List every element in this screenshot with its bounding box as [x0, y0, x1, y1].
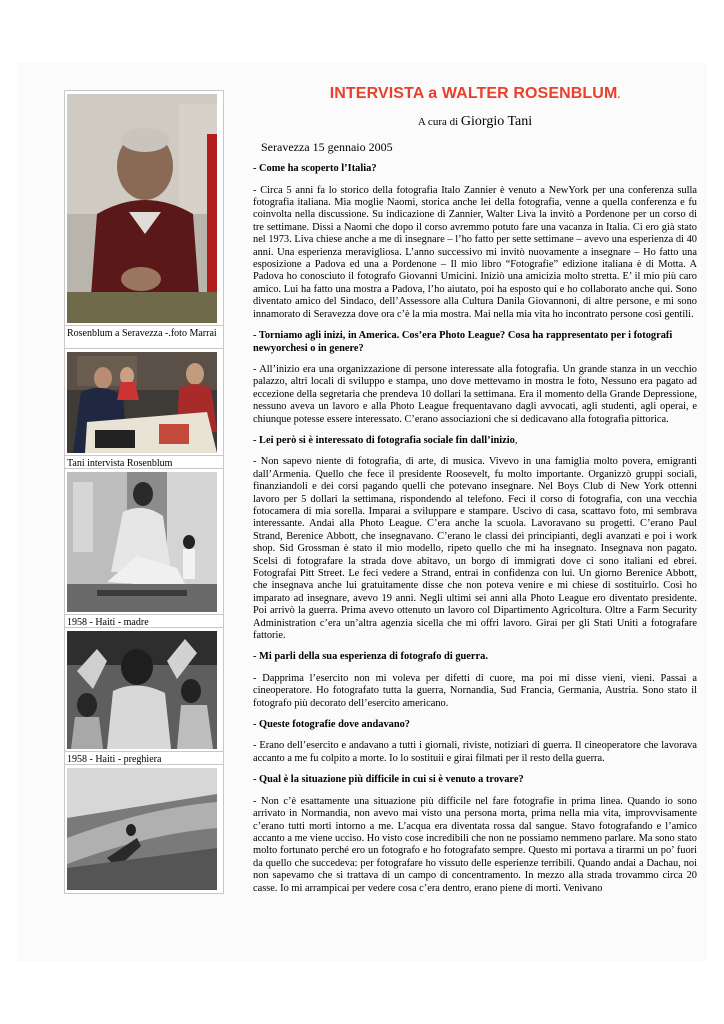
title-dot: .	[617, 90, 621, 101]
landscape-photo	[67, 768, 217, 890]
question-tail: ,	[514, 434, 518, 446]
haiti-prayer-photo	[67, 631, 217, 749]
question: - Qual è la situazione più difficile in cui si è venuto a trovare?	[253, 774, 524, 786]
article-title	[253, 85, 697, 102]
question: - Come ha scoperto l’Italia?	[253, 163, 377, 175]
answer: - All’inizio era una organizzazione di persone interessate alla fotografia. Un grande stanza in un vecchio palazzo, altri locali di sviluppo e stampa, uno dove mettevamo in mostra le foto, Nessuno era pagato ad eccezione della segretaria che prendeva 10 dollari la settimana. Era il momento della Grande Depressione, nessuno aveva un lavoro e alla Photo League frequentavano dagli avvocati, agli studenti, agli operai, e chiunque potesse essere interessato. C’erano associazioni che si dedicavano alla fotografia pittorica.	[253, 363, 697, 425]
interview-photo	[67, 352, 217, 453]
answer: - Non sapevo niente di fotografia, di arte, di musica. Vivevo in una famiglia molto povera, emigranti dall’Armenia. Quello che fece il presidente Roosevelt, fu molto importante. Organizzò gruppi sociali, finanziandoli e dei corsi pagando quelli che potevano insegnare. Nel Boys Club di New York ottenni lavoro per 5 dollari la settimana, rispondendo al telefono. Feci il corso di fotografia, con una vecchia fotocamera di mia sorella. Imparai a sviluppare e stampare. Uscivo di casa, scattavo foto, mi sembrava interessante. Andai alla Photo League. C’era anche la scuola. Lavoravano su progetti. C’erano Paul Strand, Berenice Abbott, che insegnavano. C’erano le classi dei principianti, degli avanzati e poi i work shop. Sid Grossman è stato il mio modello, ripeto quello che mi ha insegnato. Insegnava non pagato. Scelsi di fotografare la strada dove abitavo, un borgo di immigrati dove ci sono italiani ed ebrei. Fotografai Pitt Street. Le feci vedere a Strand, entrai in confidenza con lui. Un giorno Berenice Abbott, che insegnava anche lui gratuitamente disse che non poteva venire e mi chiese di sostituirlo. Così ho imparato ad insegnare, avevo 19 anni. Negli ultimi sei anni alla Photo League ero diventato presidente. Poi arrivò la guerra. Prima avevo ottenuto un lavoro col Dipartimento Agricoltura. Oltre a Farm Security Administration c’era un’altra agenzia sicella che mi offri lavoro. Girai per gli Stati Uniti a fotografare fattorie.	[253, 456, 697, 642]
answer: - Dapprima l’esercito non mi voleva per difetti di cuore, ma poi mi disse vieni, vieni. Passai a cineoperatore. Ho fotografato tutta la guerra, Nornandia, Sud Francia, Germania, Austria. Sono stato il fotografo più decorato dell’esercito americano.	[253, 672, 697, 709]
haiti-mother-photo	[67, 472, 217, 612]
answer: - Circa 5 anni fa lo storico della fotografia Italo Zannier è venuto a NewYork per una conferenza sulla fotografia italiana. Mia moglie Naomi, storica anche lei della fotografia, venne a quella conferenza e fu coinvolta nella discussione. Su indicazione di Zannier, Walter Liva la invitò a Pordenone per un corso di tre settimane. Dissi a Naomi che dopo il corso avremmo potuto fare una vacanza in Italia. Ci ero già stato nel 1973. Liva chiese anche a me di insegnare – l’ho fatto per sette settimane – avevo una esperienza di 40 anni. Una esperienza meravigliosa. L’anno successivo mi invitò nuovamente a insegnare – Ho fatto una esposizione a Padova ed una a Pordenone – Il mio libro “Fotografie” edizione italiana è di Motta. A Padova ho conosciuto il fotografo Giovanni Umicini. Iniziò una amicizia molto stretta. E’ il mio più caro amico. Lui ha fatto una mostra a Padova, l’ho aiutato, poi ha esposto qui e ho collaborato anche qui. Sono diventato amico del Sindaco, dell’Assessore alla Cultura Danila Giovannoni, di altre persone, e mi sono innamorato di Seravezza dove ora c’è la mia mostra. Mai nella mia vita ho incontrato persone così gentili.	[253, 184, 697, 320]
interview-date: Seravezza 15 gennaio 2005	[261, 139, 393, 154]
answer: - Non c’è esattamente una situazione più difficile nel fare fotografie in prima linea. Quando io sono arrivato in Normandia, non avevo mai visto una persona morta, prima nella mia vita, improvvisamente c’erano tutti morti intorno a me. L’acqua era diventata rossa dal sangue. Stavo fotografando e l’amico accanto a me viene ucciso. Ho visto cose incredibili che non ne possiamo nemmeno parlare. Ma sono stato molto fortunato perché ero un fotografo e ho fotografato sempre. Questo mi portava a tirarmi un po’ fuori da quello che succedeva: per fotografare ho vissuto delle esperienze terribili. Quando andai a Dachau, noi non sapevamo che si trattava di un campo di concentramento. In mezzo alla strada trovammo circa 20 casse. Io mi arrampicai per vedere cosa c’era dentro, erano piene di morti. Venivano	[253, 795, 697, 894]
photo-caption: Rosenblum a Seravezza -.foto Marrai	[65, 325, 223, 349]
question: - Torniamo agli inizi, in America. Cos’era Photo League? Cosa ha rappresentato per i fotografi newyorchesi o in genere?	[253, 330, 673, 354]
answer: - Erano dell’esercito e andavano a tutti i giornali, riviste, notiziari di guerra. Il cineoperatore che lavorava accanto a me fu colpito a morte. Io lo sostituii e girai filmati per il resto della guerra.	[253, 740, 697, 764]
photo-column	[64, 90, 224, 894]
title-text: INTERVISTA a WALTER ROSENBLUM	[329, 85, 618, 102]
author-name: Giorgio Tani	[460, 114, 533, 130]
question	[253, 435, 697, 447]
photo-caption: 1958 - Haiti - madre	[65, 614, 223, 628]
byline-prefix: A cura di	[417, 116, 459, 129]
photo-caption: 1958 - Haiti - preghiera	[65, 751, 223, 765]
article	[253, 85, 697, 904]
question: - Queste fotografie dove andavano?	[253, 719, 411, 731]
portrait-photo	[67, 94, 217, 323]
question-text: - Lei però si è interessato di fotografia sociale fin dall’inizio	[253, 434, 515, 446]
byline	[253, 116, 697, 128]
photo-caption: Tani intervista Rosenblum	[65, 455, 223, 469]
question: - Mi parli della sua esperienza di fotografo di guerra.	[253, 651, 488, 663]
